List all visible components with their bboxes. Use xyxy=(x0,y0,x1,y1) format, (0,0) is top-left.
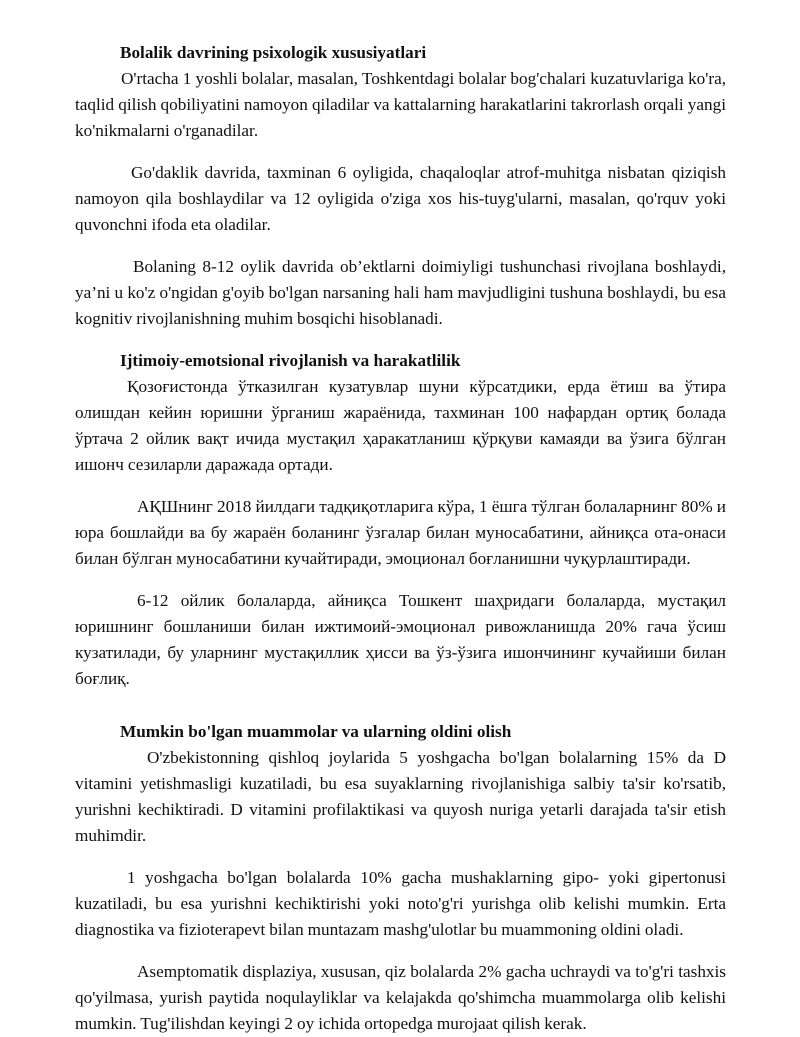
section-heading-problems: Mumkin bo'lgan muammolar va ularning oldini olish xyxy=(120,722,512,741)
paragraph: Asemptomatik displaziya, xususan, qiz bolalarda 2% gacha uchraydi va to'g'ri tashxis qo'yilmasa, yurish paytida noqulayliklar va kelajakda qo'shimcha muammolarga olib kelishi mumkin. Tug'ilishdan keyingi 2 oy ichida ortopedga murojaat qilish kerak. xyxy=(75,962,726,1033)
paragraph: O'zbekistonning qishloq joylarida 5 yoshgacha bo'lgan bolalarning 15% da D vitamini yetishmasligi kuzatiladi, bu esa suyaklarning rivojlanishiga salbiy ta'sir ko'rsatib, yurishni kechiktiradi. D vitamini profilaktikasi va quyosh nuriga yetarli darajada ta'sir etish muhimdir. xyxy=(75,748,726,845)
paragraph: Қозоғистонда ўтказилган кузатувлар шуни кўрсатдики, ерда ётиш ва ўтира олишдан кейин юришни ўрганиш жараёнида, тахминан 100 нафардан ортиқ болада ўртача 2 ойлик вақт ичида мустақил ҳаракатланиш қўрқуви камаяди ва ўзига бўлган ишонч сезиларли даражада ортади. xyxy=(75,377,726,474)
paragraph: АҚШнинг 2018 йилдаги тадқиқотларига кўра, 1 ёшга тўлган болаларнинг 80% и юра бошлайди ва бу жараён боланинг ўзгалар билан муносабатини, айниқса ота-онаси билан бўлган муносабатини кучайтиради, эмоционал боғланишни чуқурлаштиради. xyxy=(75,497,726,568)
paragraph: O'rtacha 1 yoshli bolalar, masalan, Toshkentdagi bolalar bog'chalari kuzatuvlariga ko'ra, taqlid qilish qobiliyatini namoyon qiladilar va kattalarning harakatlarini takrorlash orqali yangi ko'nikmalarni o'rganadilar. xyxy=(75,69,726,140)
document-page xyxy=(75,40,726,1037)
section-heading-social-emotional: Ijtimoiy-emotsional rivojlanish va harakatlilik xyxy=(120,351,461,370)
paragraph: Go'daklik davrida, taxminan 6 oyligida, chaqaloqlar atrof-muhitga nisbatan qiziqish namoyon qila boshlaydilar va 12 oyligida o'ziga xos his-tuyg'ularni, masalan, qo'rquv yoki quvonchni ifoda eta oladilar. xyxy=(75,163,726,234)
paragraph: Bolaning 8-12 oylik davrida ob’ektlarni doimiyligi tushunchasi rivojlana boshlaydi, ya’ni u ko'z o'ngidan g'oyib bo'lgan narsaning hali ham mavjudligini tushuna boshlaydi, bu esa kognitiv rivojlanishning muhim bosqichi hisoblanadi. xyxy=(75,257,726,328)
paragraph: 6-12 ойлик болаларда, айниқса Тошкент шаҳридаги болаларда, мустақил юришнинг бошланиши билан ижтимоий-эмоционал ривожланишда 20% гача ўсиш кузатилади, бу уларнинг мустақиллик ҳисси ва ўз-ўзига ишончининг кучайиши билан боғлиқ. xyxy=(75,591,726,688)
section-heading-psychological: Bolalik davrining psixologik xususiyatlari xyxy=(120,43,427,62)
paragraph: 1 yoshgacha bo'lgan bolalarda 10% gacha mushaklarning gipo- yoki gipertonusi kuzatiladi, bu esa yurishni kechiktirishi yoki noto'g'ri yurishga olib kelishi mumkin. Erta diagnostika va fizioterapevt bilan muntazam mashg'ulotlar bu muammoning oldini oladi. xyxy=(75,868,726,939)
